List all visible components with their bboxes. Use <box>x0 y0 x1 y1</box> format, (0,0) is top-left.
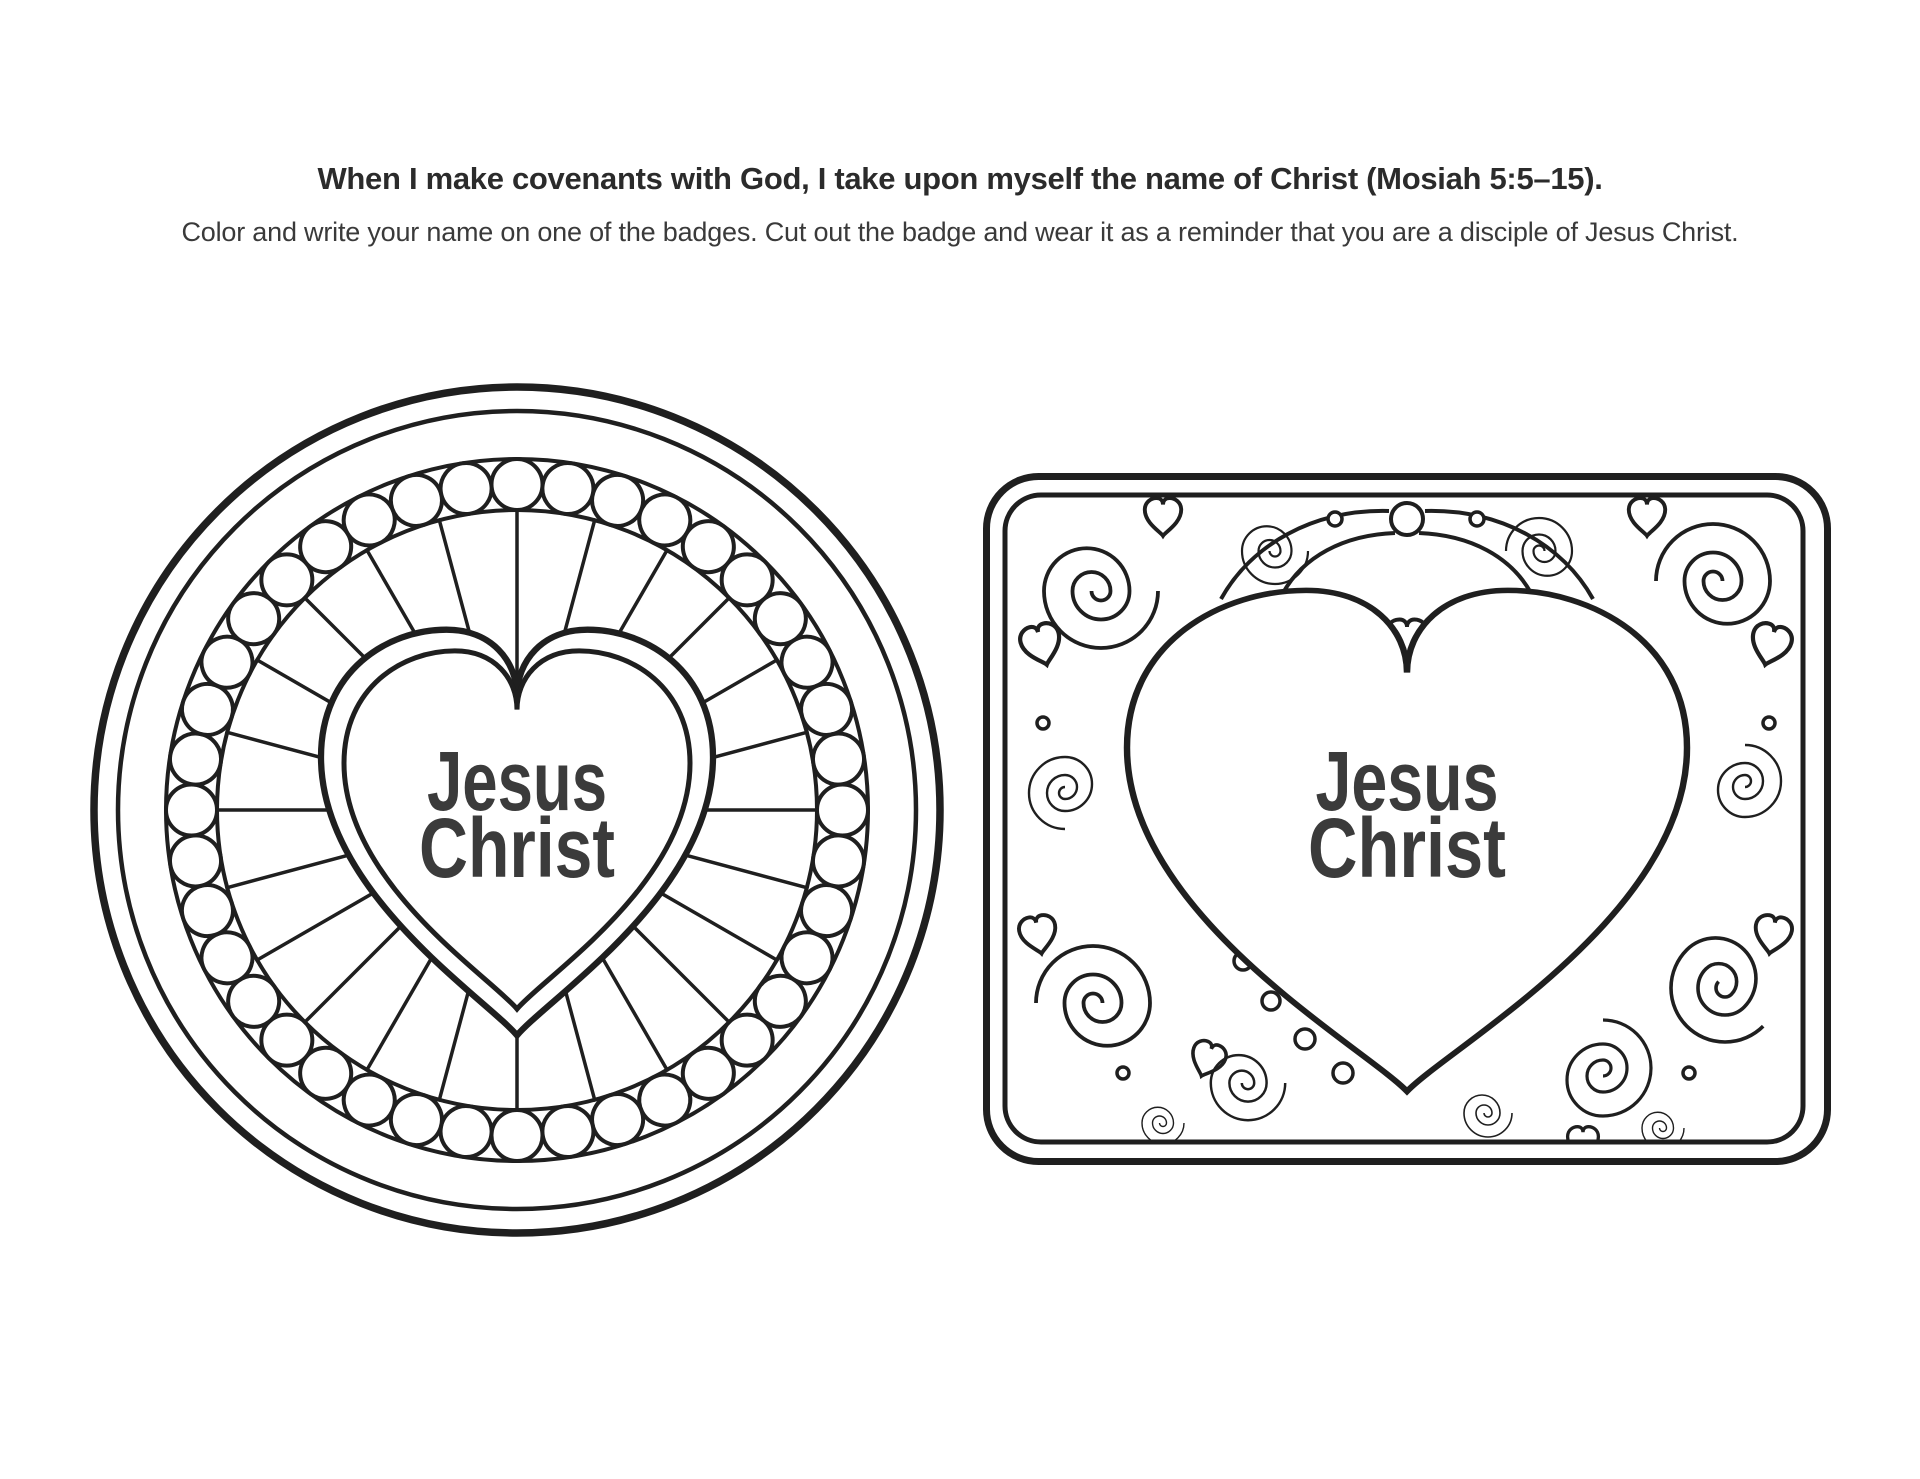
page-subtitle: Color and write your name on one of the badges. Cut out the badge and wear it as a reminder that you are a disciple of Jesus Christ. <box>181 217 1739 247</box>
badge-name-line1: Jesus <box>427 734 607 828</box>
page-title: When I make covenants with God, I take upon myself the name of Christ (Mosiah 5:5–15). <box>317 161 1603 196</box>
circle-badge <box>90 383 944 1237</box>
rectangle-badge <box>983 473 1831 1165</box>
badge-name-line2: Christ <box>1308 801 1506 895</box>
rectangle-badge-name <box>1308 734 1506 895</box>
badge-name-line1: Jesus <box>1315 734 1499 828</box>
badge-name-line2: Christ <box>419 801 615 895</box>
circle-badge-name <box>419 734 615 895</box>
fan-bead <box>1391 503 1423 535</box>
